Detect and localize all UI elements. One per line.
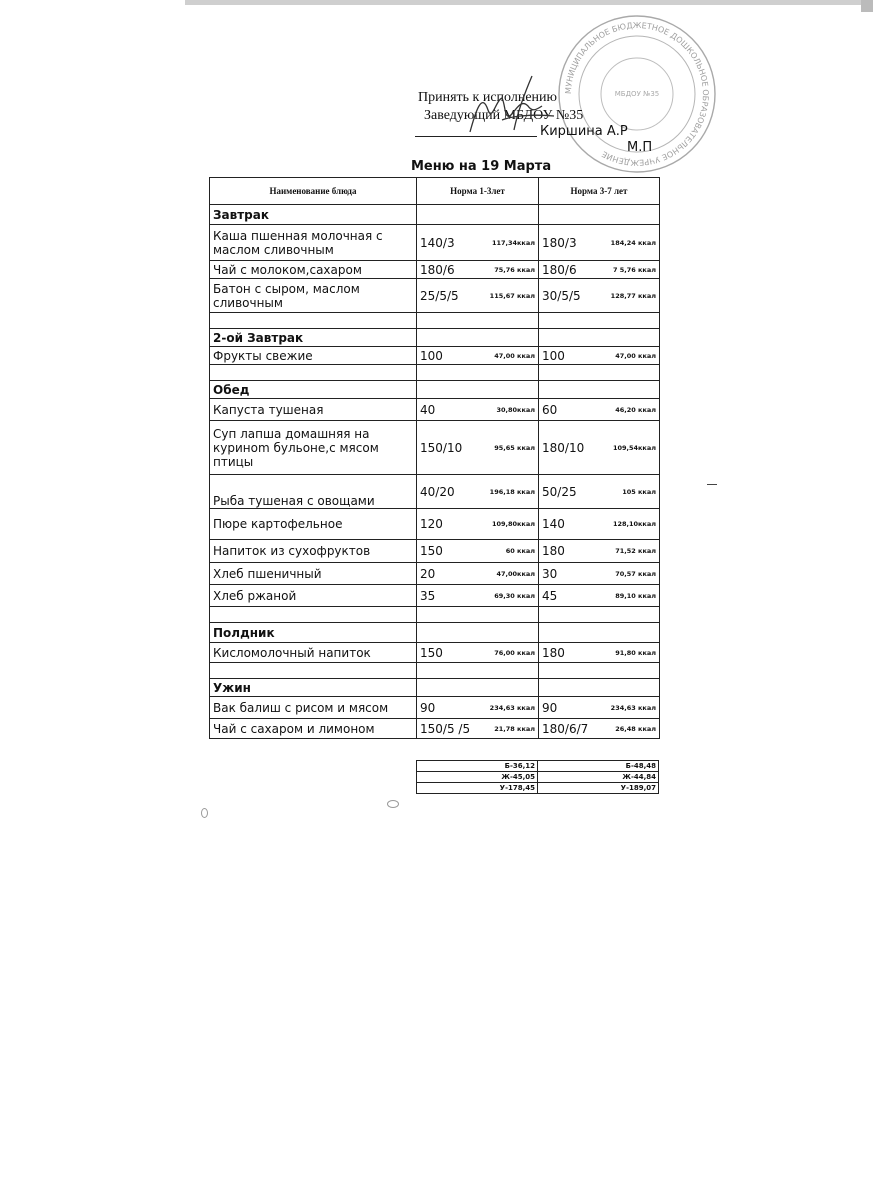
norm-3-7-cell	[539, 347, 660, 365]
kcal-1-3: 234,63 ккал	[489, 703, 535, 712]
dish-name: Капуста тушеная	[210, 399, 417, 421]
norm-1-3-cell	[417, 421, 539, 475]
dish-name: Чай с молоком,сахаром	[210, 261, 417, 279]
norm-3-7-cell	[539, 585, 660, 607]
portion-3-7: 180/6	[542, 262, 577, 277]
portion-1-3: 150/10	[420, 440, 463, 455]
norm-3-7-cell	[539, 225, 660, 261]
portion-3-7: 180	[542, 544, 565, 558]
section-row	[210, 205, 660, 225]
kcal-1-3: 21,78 ккал	[494, 724, 535, 733]
norm-1-3-cell	[417, 225, 539, 261]
svg-text:МУНИЦИПАЛЬНОЕ БЮДЖЕТНОЕ ДОШКОЛ: МУНИЦИПАЛЬНОЕ БЮДЖЕТНОЕ ДОШКОЛЬНОЕ ОБРАЗОВАТЕЛЬНОЕ УЧРЕЖДЕНИЕ	[563, 20, 711, 168]
dish-name: Кисломолочный напиток	[210, 643, 417, 663]
norm-3-7-cell	[539, 540, 660, 563]
total-1-3: Ж-45,05	[417, 772, 538, 783]
empty-cell	[539, 381, 660, 399]
svg-text:МБДОУ №35: МБДОУ №35	[614, 90, 660, 98]
portion-3-7: 30	[542, 566, 558, 581]
dish-name: Пюре картофельное	[210, 509, 417, 540]
dish-name: Хлеб пшеничный	[210, 563, 417, 585]
empty-cell	[417, 365, 539, 381]
portion-1-3: 150	[420, 645, 443, 660]
portion-1-3: 40	[420, 402, 436, 417]
table-header-row	[210, 178, 660, 205]
dish-name: Фрукты свежие	[210, 347, 417, 365]
kcal-3-7: 128,10ккал	[612, 520, 656, 528]
norm-3-7-cell	[539, 475, 660, 509]
dish-name: Батон с сыром, маслом сливочным	[210, 279, 417, 313]
empty-cell	[539, 313, 660, 329]
kcal-1-3: 47,00ккал	[496, 569, 535, 578]
scan-corner	[861, 0, 873, 12]
kcal-1-3: 30,80ккал	[496, 405, 535, 414]
norm-1-3-cell	[417, 347, 539, 365]
section-title: 2-ой Завтрак	[210, 329, 417, 347]
empty-cell	[210, 607, 417, 623]
portion-3-7: 180	[542, 645, 565, 660]
portion-3-7: 100	[542, 348, 565, 363]
portion-1-3: 150	[420, 544, 443, 558]
empty-cell	[417, 313, 539, 329]
norm-1-3-cell	[417, 585, 539, 607]
portion-1-3: 120	[420, 517, 443, 531]
kcal-3-7: 7 5,76 ккал	[612, 265, 656, 274]
section-row	[210, 623, 660, 643]
dish-row	[210, 225, 660, 261]
empty-cell	[539, 623, 660, 643]
portion-1-3: 180/6	[420, 262, 455, 277]
kcal-1-3: 75,76 ккал	[494, 265, 535, 274]
norm-1-3-cell	[417, 261, 539, 279]
kcal-1-3: 109,80ккал	[491, 520, 535, 528]
kcal-1-3: 196,18 ккал	[489, 487, 535, 496]
handwritten-signature	[462, 70, 562, 140]
empty-cell	[210, 313, 417, 329]
portion-3-7: 60	[542, 402, 558, 417]
kcal-1-3: 76,00 ккал	[494, 648, 535, 657]
total-1-3: Б-36,12	[417, 761, 538, 772]
kcal-3-7: 91,80 ккал	[615, 648, 656, 657]
kcal-3-7: 46,20 ккал	[615, 405, 656, 414]
portion-1-3: 35	[420, 588, 436, 603]
total-3-7: У-189,07	[538, 783, 659, 794]
portion-3-7: 45	[542, 588, 558, 603]
dish-row	[210, 563, 660, 585]
dish-name: Рыба тушеная с овощами	[210, 475, 417, 509]
total-3-7: Б-48,48	[538, 761, 659, 772]
section-title: Ужин	[210, 679, 417, 697]
portion-3-7: 30/5/5	[542, 288, 581, 303]
kcal-1-3: 115,67 ккал	[489, 291, 535, 300]
total-3-7: Ж-44,84	[538, 772, 659, 783]
empty-cell	[417, 381, 539, 399]
portion-3-7: 140	[542, 517, 565, 531]
empty-cell	[210, 663, 417, 679]
dish-name: Вак балиш с рисом и мясом	[210, 697, 417, 719]
norm-3-7-cell	[539, 399, 660, 421]
portion-3-7: 50/25	[542, 484, 577, 499]
seal-label: М.П	[627, 140, 653, 155]
blank-row	[210, 365, 660, 381]
portion-1-3: 100	[420, 348, 443, 363]
dish-name: Хлеб ржаной	[210, 585, 417, 607]
kcal-3-7: 184,24 ккал	[610, 238, 656, 247]
empty-cell	[539, 205, 660, 225]
header-norm-1-3: Норма 1-3лет	[417, 178, 539, 205]
norm-1-3-cell	[417, 475, 539, 509]
empty-cell	[539, 663, 660, 679]
empty-cell	[417, 663, 539, 679]
norm-3-7-cell	[539, 697, 660, 719]
portion-1-3: 25/5/5	[420, 288, 459, 303]
dish-row	[210, 509, 660, 540]
scan-speck	[201, 808, 208, 818]
norm-1-3-cell	[417, 540, 539, 563]
kcal-1-3: 117,34ккал	[491, 238, 535, 247]
dish-name: Каша пшенная молочная с маслом сливочным	[210, 225, 417, 261]
norm-1-3-cell	[417, 563, 539, 585]
norm-1-3-cell	[417, 399, 539, 421]
dish-name: Напиток из сухофруктов	[210, 540, 417, 563]
kcal-3-7: 71,52 ккал	[615, 547, 656, 555]
dish-row	[210, 261, 660, 279]
section-title: Полдник	[210, 623, 417, 643]
dish-row	[210, 719, 660, 739]
portion-3-7: 180/10	[542, 440, 585, 455]
totals-row	[417, 761, 659, 772]
blank-row	[210, 607, 660, 623]
empty-cell	[417, 607, 539, 623]
dish-name: Суп лапша домашняя на куриноm бульоне,с мясом птицы	[210, 421, 417, 475]
blank-row	[210, 313, 660, 329]
empty-cell	[539, 329, 660, 347]
kcal-3-7: 234,63 ккал	[610, 703, 656, 712]
portion-3-7: 180/6/7	[542, 721, 589, 736]
empty-cell	[417, 679, 539, 697]
portion-3-7: 180/3	[542, 235, 577, 250]
header-dish: Наименование блюда	[210, 178, 417, 205]
kcal-3-7: 47,00 ккал	[615, 351, 656, 360]
dish-row	[210, 347, 660, 365]
norm-3-7-cell	[539, 261, 660, 279]
empty-cell	[539, 607, 660, 623]
dish-row	[210, 540, 660, 563]
empty-cell	[417, 623, 539, 643]
signer-name: Киршина А.Р	[540, 124, 628, 139]
portion-1-3: 150/5 /5	[420, 721, 471, 736]
portion-1-3: 140/3	[420, 235, 455, 250]
header-norm-3-7: Норма 3-7 лет	[539, 178, 660, 205]
blank-row	[210, 663, 660, 679]
scan-speck	[387, 800, 399, 808]
norm-1-3-cell	[417, 697, 539, 719]
portion-1-3: 40/20	[420, 484, 455, 499]
norm-3-7-cell	[539, 421, 660, 475]
menu-title: Меню на 19 Марта	[411, 159, 552, 174]
dish-row	[210, 279, 660, 313]
section-row	[210, 679, 660, 697]
norm-1-3-cell	[417, 509, 539, 540]
norm-3-7-cell	[539, 563, 660, 585]
menu-table	[209, 177, 660, 739]
norm-1-3-cell	[417, 279, 539, 313]
kcal-1-3: 69,30 ккал	[494, 591, 535, 600]
norm-3-7-cell	[539, 279, 660, 313]
total-1-3: У-178,45	[417, 783, 538, 794]
kcal-3-7: 89,10 ккал	[615, 591, 656, 600]
norm-3-7-cell	[539, 643, 660, 663]
kcal-1-3: 60 ккал	[505, 547, 535, 555]
section-title: Завтрак	[210, 205, 417, 225]
dish-row	[210, 475, 660, 509]
kcal-3-7: 109,54ккал	[612, 443, 656, 452]
section-row	[210, 381, 660, 399]
dish-row	[210, 585, 660, 607]
approval-line-2: Заведующий МБДОУ №35	[424, 108, 584, 123]
dish-row	[210, 421, 660, 475]
kcal-3-7: 26,48 ккал	[615, 724, 656, 733]
kcal-1-3: 95,65 ккал	[494, 443, 535, 452]
dish-row	[210, 399, 660, 421]
dish-row	[210, 643, 660, 663]
scan-edge	[185, 0, 873, 5]
norm-1-3-cell	[417, 719, 539, 739]
portion-1-3: 90	[420, 700, 436, 715]
empty-cell	[539, 365, 660, 381]
empty-cell	[539, 679, 660, 697]
norm-3-7-cell	[539, 719, 660, 739]
approval-line-1: Принять к исполнению	[418, 90, 557, 105]
kcal-3-7: 70,57 ккал	[615, 569, 656, 578]
norm-3-7-cell	[539, 509, 660, 540]
section-title: Обед	[210, 381, 417, 399]
portion-3-7: 90	[542, 700, 558, 715]
kcal-3-7: 128,77 ккал	[610, 291, 656, 300]
empty-cell	[417, 205, 539, 225]
norm-1-3-cell	[417, 643, 539, 663]
portion-1-3: 20	[420, 566, 436, 581]
margin-mark	[707, 484, 717, 485]
empty-cell	[417, 329, 539, 347]
totals-row	[417, 772, 659, 783]
kcal-1-3: 47,00 ккал	[494, 351, 535, 360]
empty-cell	[210, 365, 417, 381]
nutrient-totals-table	[416, 760, 659, 794]
totals-row	[417, 783, 659, 794]
section-row	[210, 329, 660, 347]
dish-name: Чай с сахаром и лимоном	[210, 719, 417, 739]
dish-row	[210, 697, 660, 719]
kcal-3-7: 105 ккал	[622, 487, 656, 496]
